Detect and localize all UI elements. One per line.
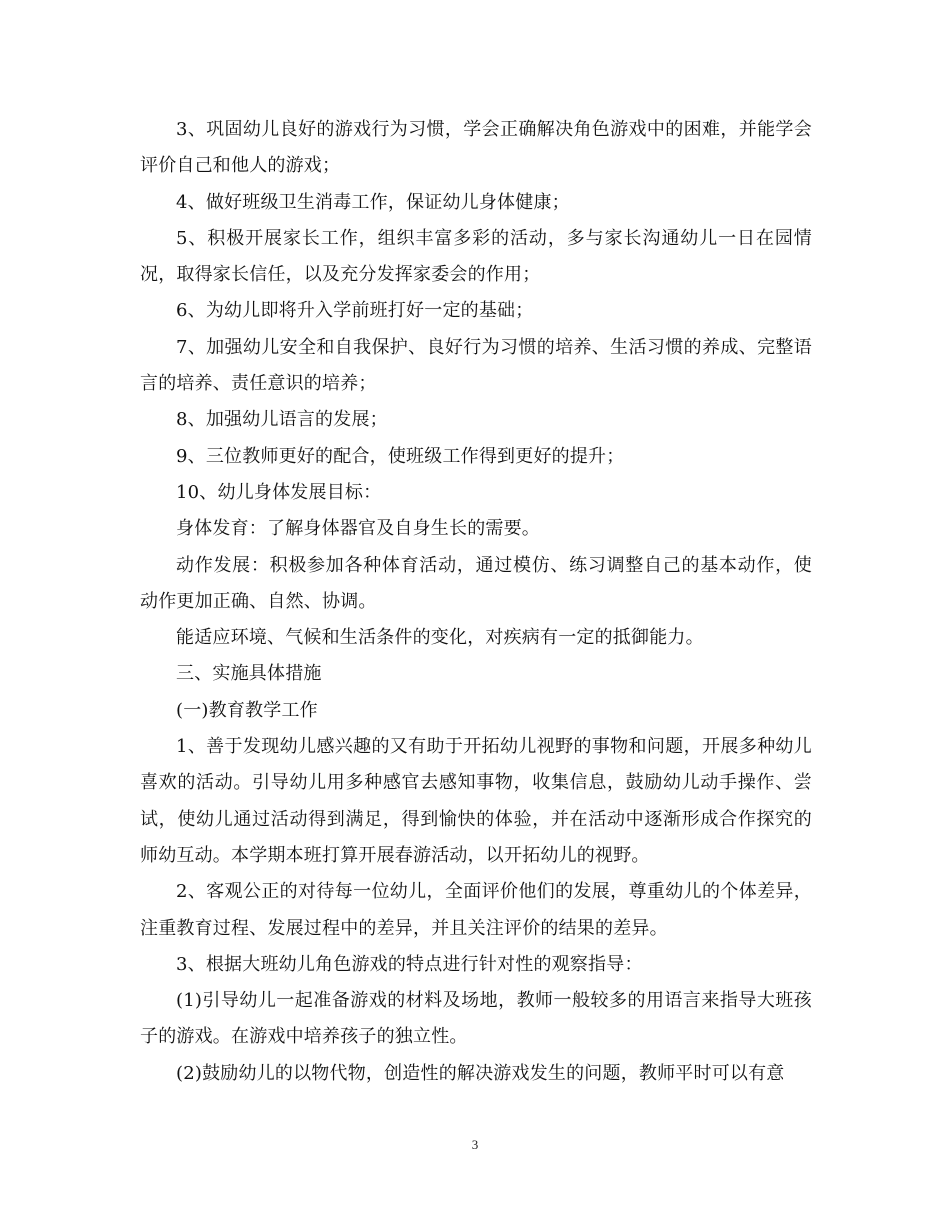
- paragraph-goal-6: 6、为幼儿即将升入学前班打好一定的基础；: [176, 300, 534, 322]
- section-heading-measures: 三、实施具体措施: [176, 663, 322, 685]
- paragraph-measure-3: 3、根据大班幼儿角色游戏的特点进行针对性的观察指导：: [176, 953, 643, 975]
- paragraph-measure-3-item-2: (2)鼓励幼儿的以物代物，创造性的解决游戏发生的问题，教师平时可以有意: [176, 1062, 785, 1084]
- page-number: 3: [471, 1137, 479, 1152]
- paragraph-goal-7: 7、加强幼儿安全和自我保护、良好行为习惯的培养、生活习惯的养成、完整语言的培养、责任意识的培养；: [140, 336, 812, 395]
- paragraph-goal-3: 3、巩固幼儿良好的游戏行为习惯，学会正确解决角色游戏中的困难，并能学会评价自己和他人的游戏；: [140, 119, 812, 177]
- paragraph-measure-3-item-1: (1)引导幼儿一起准备游戏的材料及场地，教师一般较多的用语言来指导大班孩子的游戏。在游戏中培养孩子的独立性。: [140, 990, 812, 1048]
- paragraph-motor-development: 动作发展：积极参加各种体育活动，通过模仿、练习调整自己的基本动作，使动作更加正确、自然、协调。: [140, 554, 812, 612]
- paragraph-goal-9: 9、三位教师更好的配合，使班级工作得到更好的提升；: [176, 445, 625, 467]
- paragraph-measure-1: 1、善于发现幼儿感兴趣的又有助于开拓幼儿视野的事物和问题，开展多种幼儿喜欢的活动。引导幼儿用多种感官去感知事物，收集信息，鼓励幼儿动手操作、尝试，使幼儿通过活动得到满足，得到愉快的体验，并在活动中逐渐形成合作探究的师幼互动。本学期本班打算开展春游活动，以开拓幼儿的视野。: [140, 736, 812, 866]
- document-body: [140, 112, 812, 1092]
- paragraph-goal-4: 4、做好班级卫生消毒工作，保证幼儿身体健康；: [176, 191, 570, 213]
- paragraph-goal-8: 8、加强幼儿语言的发展；: [176, 409, 388, 431]
- paragraph-goal-5: 5、积极开展家长工作，组织丰富多彩的活动，多与家长沟通幼儿一日在园情况，取得家长信任，以及充分发挥家委会的作用；: [140, 227, 812, 286]
- paragraph-goal-10: 10、幼儿身体发展目标：: [176, 481, 382, 503]
- paragraph-measure-2: 2、客观公正的对待每一位幼儿，全面评价他们的发展，尊重幼儿的个体差异，注重教育过程、发展过程中的差异，并且关注评价的结果的差异。: [140, 881, 812, 939]
- paragraph-adaptation: 能适应环境、气候和生活条件的变化，对疾病有一定的抵御能力。: [176, 627, 704, 649]
- paragraph-body-development: 身体发育：了解身体器官及自身生长的需要。: [176, 518, 540, 540]
- subsection-heading-teaching: (一)教育教学工作: [176, 699, 318, 721]
